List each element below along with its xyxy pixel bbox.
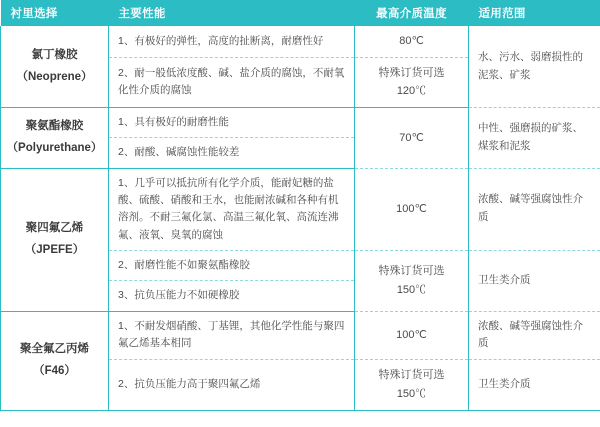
temperature-cell: 80℃ bbox=[355, 26, 469, 57]
table-body bbox=[1, 26, 600, 410]
range-cell: 卫生类介质 bbox=[469, 250, 600, 311]
feature-cell: 1、具有极好的耐磨性能 bbox=[109, 108, 355, 138]
temperature-cell: 100℃ bbox=[355, 311, 469, 360]
header-main-performance: 主要性能 bbox=[109, 0, 355, 26]
material-name-cn: 聚氨酯橡胶 bbox=[25, 120, 84, 133]
range-cell: 卫生类介质 bbox=[469, 360, 600, 410]
header-max-temperature: 最高介质温度 bbox=[355, 0, 469, 26]
temperature-cell: 特殊订货可选 120℃ bbox=[355, 57, 469, 107]
material-name-en: （JPEFE） bbox=[24, 243, 85, 256]
header-lining-selection: 衬里选择 bbox=[1, 0, 109, 26]
feature-cell: 1、不耐发烟硝酸、丁基锂，其他化学性能与聚四氟乙烯基本相同 bbox=[109, 311, 355, 360]
temperature-cell: 70℃ bbox=[355, 108, 469, 169]
feature-cell: 2、抗负压能力高于聚四氟乙烯 bbox=[109, 360, 355, 410]
material-name-cn: 聚四氟乙烯 bbox=[25, 221, 84, 234]
table-row bbox=[1, 311, 600, 360]
feature-cell: 3、抗负压能力不如硬橡胶 bbox=[109, 281, 355, 311]
feature-cell: 1、有极好的弹性，高度的扯断离，耐磨性好 bbox=[109, 26, 355, 57]
material-name-en: （Neoprene） bbox=[16, 70, 93, 83]
range-cell: 浓酸、碱等强腐蚀性介质 bbox=[469, 311, 600, 360]
range-cell: 水、污水、弱磨损性的泥浆、矿浆 bbox=[469, 26, 600, 108]
temperature-cell: 100℃ bbox=[355, 168, 469, 250]
header-row bbox=[1, 0, 600, 26]
material-name-polyurethane bbox=[1, 108, 109, 169]
feature-cell: 2、耐磨性能不如聚氨酯橡胶 bbox=[109, 250, 355, 280]
material-name-neoprene bbox=[1, 26, 109, 108]
feature-cell: 2、耐一般低浓度酸、碱、盐介质的腐蚀，不耐氧化性介质的腐蚀 bbox=[109, 57, 355, 107]
material-name-en: （Polyurethane） bbox=[6, 141, 103, 154]
feature-cell: 1、几乎可以抵抗所有化学介质，能耐妃糖的盐酸、硫酸、硝酸和王水，也能耐浓碱和各种有机溶剂。不耐三氟化氯、高温三氟化氧、高流连沸氟、液氧、臭氧的腐蚀 bbox=[109, 168, 355, 250]
table-header bbox=[1, 0, 600, 26]
feature-cell: 2、耐酸、碱腐蚀性能较差 bbox=[109, 138, 355, 168]
temperature-cell: 特殊订货可选 150℃ bbox=[355, 360, 469, 410]
header-application-range: 适用范围 bbox=[469, 0, 600, 26]
material-name-f46 bbox=[1, 311, 109, 410]
material-name-cn: 聚全氟乙丙烯 bbox=[20, 342, 89, 355]
temperature-cell: 特殊订货可选 150℃ bbox=[355, 250, 469, 311]
table-row bbox=[1, 168, 600, 250]
material-name-jpefe bbox=[1, 168, 109, 311]
range-cell: 中性、强磨损的矿浆、煤浆和泥浆 bbox=[469, 108, 600, 169]
table-row bbox=[1, 108, 600, 138]
material-name-en: （F46） bbox=[33, 364, 76, 377]
material-name-cn: 氯丁橡胶 bbox=[31, 48, 78, 61]
range-cell: 浓酸、碱等强腐蚀性介质 bbox=[469, 168, 600, 250]
table-row bbox=[1, 26, 600, 57]
